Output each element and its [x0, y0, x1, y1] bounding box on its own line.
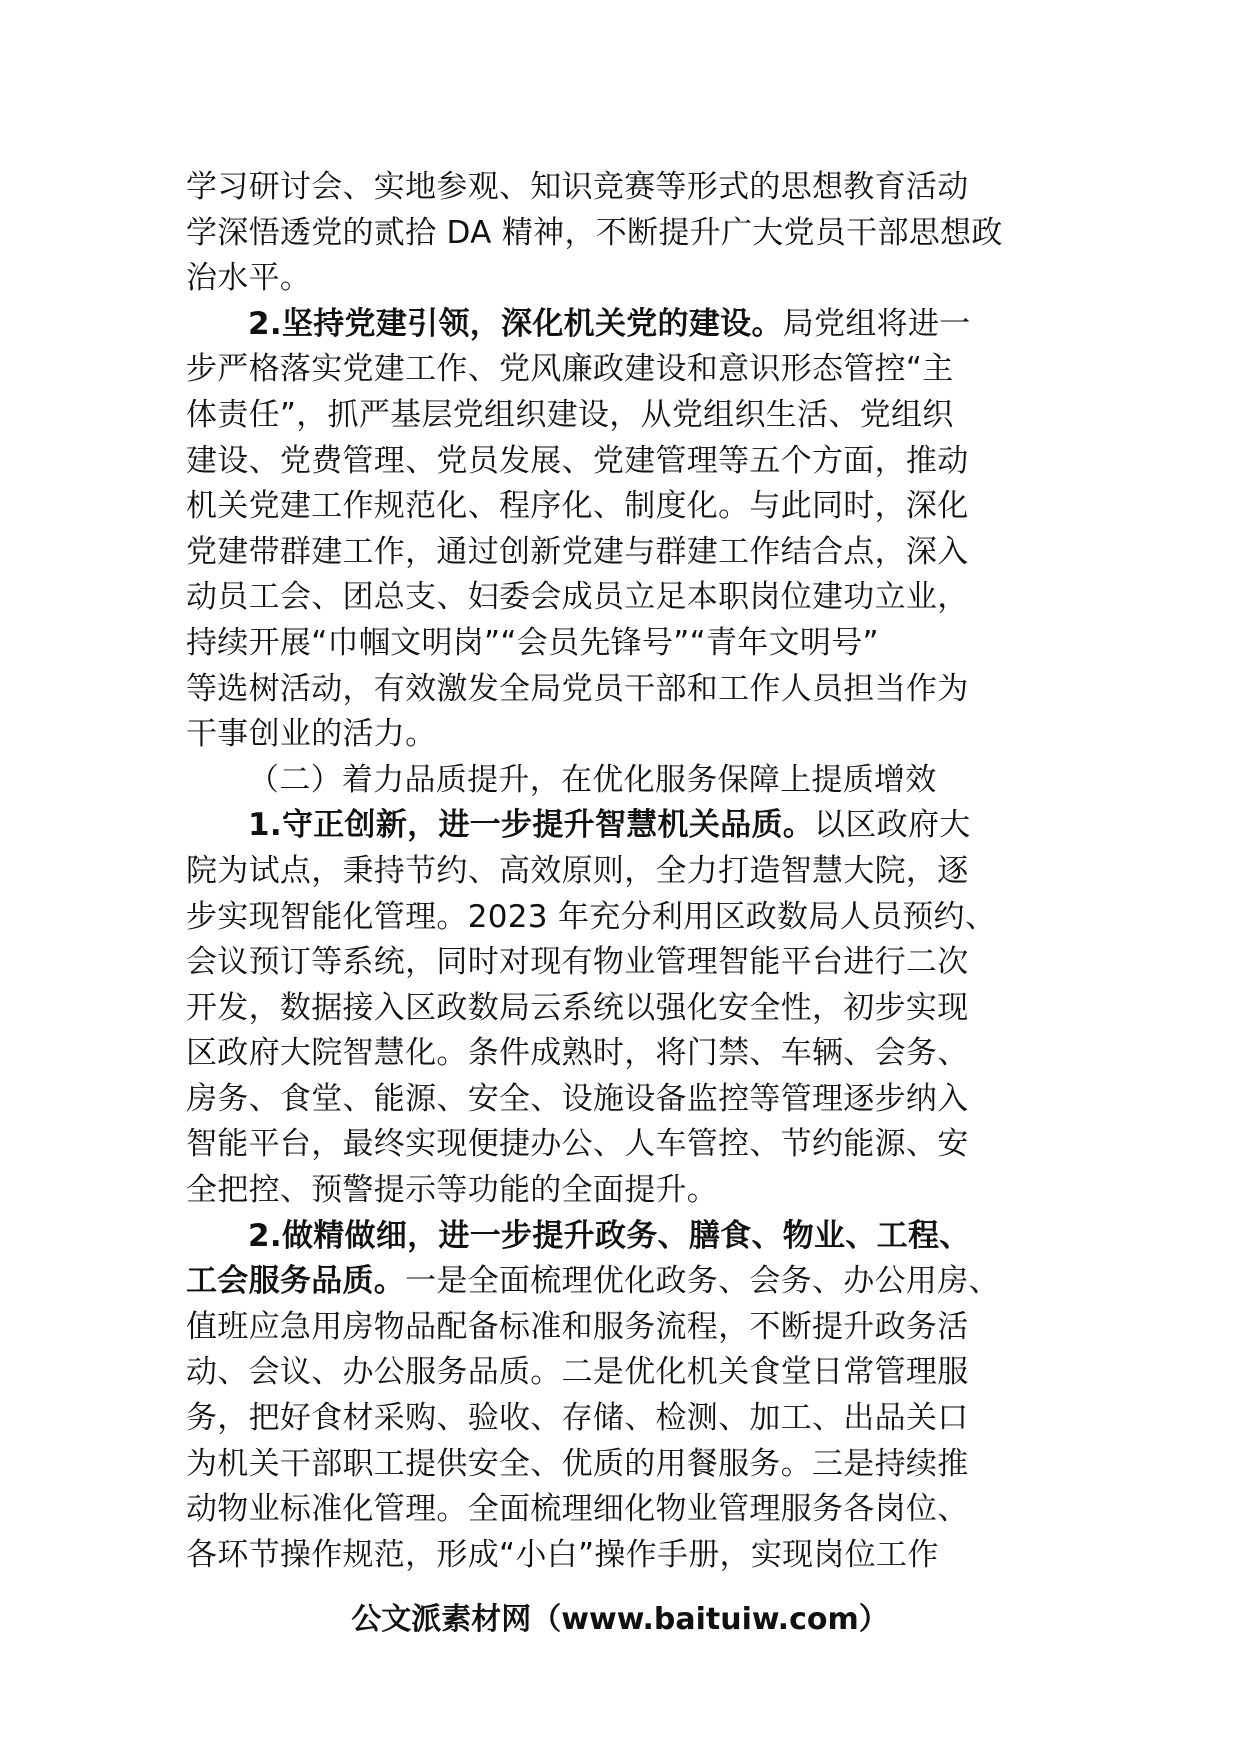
- text-line: 务，把好食材采购、验收、存储、检测、加工、出品关口: [186, 1400, 969, 1437]
- document-body: [186, 165, 1052, 1578]
- text-line: 区政府大院智慧化。条件成熟时，将门禁、车辆、会务、: [186, 1035, 969, 1072]
- text-line: 学习研讨会、实地参观、知识竞赛等形式的思想教育活动: [186, 169, 969, 205]
- text-line: 院为试点，秉持节约、高效原则，全力打造智慧大院，逐: [186, 852, 969, 889]
- text-run: 以区政府大: [814, 807, 971, 844]
- text-line: 房务、食堂、能源、安全、设施设备监控等管理逐步纳入: [186, 1080, 969, 1117]
- text-line: 步实现智能化管理。2023 年充分利用区政数局人员预约、: [186, 898, 997, 935]
- subsection-heading: （二）着力品质提升，在优化服务保障上提质增效: [248, 761, 937, 798]
- text-line: 学深悟透党的贰拾 DA 精神，不断提升广大党员干部思想政: [186, 214, 1003, 251]
- text-line: 动员工会、团总支、妇委会成员立足本职岗位建功立业，: [186, 579, 969, 616]
- text-line: 步严格落实党建工作、党风廉政建设和意识形态管控“主: [186, 351, 954, 388]
- paragraph-2: [186, 302, 1052, 758]
- section-heading-continued: 工会服务品质。: [186, 1263, 406, 1300]
- text-line: [186, 302, 1052, 348]
- text-line: 持续开展“巾帼文明岗”“会员先锋号”“青年文明号”: [186, 624, 879, 661]
- section-heading: 2.做精做细，进一步提升政务、膳食、物业、工程、: [248, 1217, 971, 1254]
- paragraph-5: [186, 1214, 1052, 1579]
- text-line: 党建带群建工作，通过创新党建与群建工作结合点，深入: [186, 533, 969, 570]
- paragraph-4: [186, 803, 1052, 1213]
- text-line: 会议预订等系统，同时对现有物业管理智能平台进行二次: [186, 944, 969, 981]
- text-line: 智能平台，最终实现便捷办公、人车管控、节约能源、安: [186, 1126, 969, 1163]
- text-line: [186, 803, 1052, 849]
- text-run: 一是全面梳理优化政务、会务、办公用房、: [405, 1263, 1000, 1300]
- section-heading: 1.守正创新，进一步提升智慧机关品质。: [248, 807, 815, 844]
- text-line: 干事创业的活力。: [186, 716, 437, 753]
- text-line: 体责任”，抓严基层党组织建设，从党组织生活、党组织: [186, 396, 954, 433]
- text-line: 机关党建工作规范化、程序化、制度化。与此同时，深化: [186, 488, 969, 525]
- text-line: 动物业标准化管理。全面梳理细化物业管理服务各岗位、: [186, 1491, 969, 1528]
- text-line: 建设、党费管理、党员发展、党建管理等五个方面，推动: [186, 442, 969, 479]
- text-line: [186, 1259, 1052, 1305]
- text-line: 为机关干部职工提供安全、优质的用餐服务。三是持续推: [186, 1445, 969, 1482]
- footer-watermark: 公文派素材网（www.baituiw.com）: [351, 1602, 889, 1637]
- paragraph-3: [186, 758, 1052, 804]
- text-line: 值班应急用房物品配备标准和服务流程，不断提升政务活: [186, 1308, 969, 1345]
- text-line: 等选树活动，有效激发全局党员干部和工作人员担当作为: [186, 670, 969, 707]
- section-heading: 2.坚持党建引领，深化机关党的建设。: [248, 305, 783, 342]
- text-run: 局党组将进一: [782, 305, 971, 342]
- text-line: 各环节操作规范，形成“小白”操作手册，实现岗位工作: [186, 1536, 939, 1573]
- text-line: 治水平。: [186, 260, 312, 297]
- paragraph-1: [186, 165, 1052, 302]
- text-line: 开发，数据接入区政数局云系统以强化安全性，初步实现: [186, 989, 969, 1026]
- text-line: 全把控、预警提示等功能的全面提升。: [186, 1172, 719, 1209]
- text-line: 动、会议、办公服务品质。二是优化机关食堂日常管理服: [186, 1354, 969, 1391]
